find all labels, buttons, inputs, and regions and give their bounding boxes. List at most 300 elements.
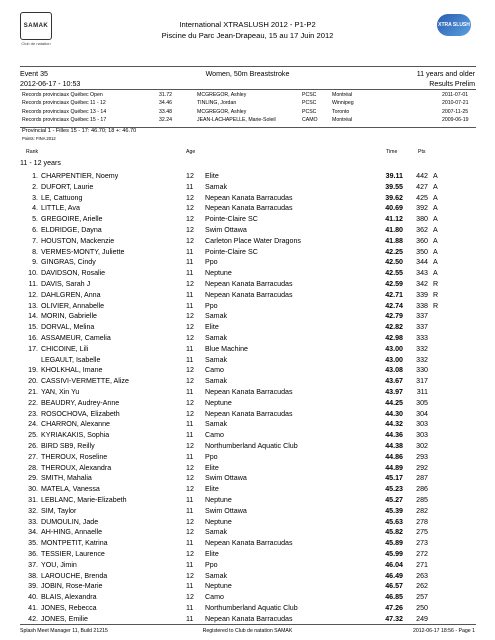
result-club: Elite [205,485,219,494]
result-name: JONES, Emilie [41,614,88,623]
result-row [0,258,495,269]
result-time: 40.69 [385,204,403,213]
result-time: 45.89 [385,539,403,548]
result-time: 46.85 [385,593,403,602]
result-name: MONTPETIT, Katrina [41,539,108,548]
result-pts: 442 [416,172,428,180]
result-pts: 249 [416,614,428,623]
header-divider [20,66,476,67]
result-row [0,302,495,313]
result-pts: 333 [416,334,428,342]
result-age: 12 [186,474,194,483]
result-row [0,582,495,593]
result-rank: 41. [28,604,38,612]
result-age: 11 [186,582,194,591]
result-age: 12 [186,280,194,288]
event-status: Results Prelim [429,80,475,88]
result-pts: 282 [416,506,428,515]
result-row [0,388,495,399]
result-name: THEROUX, Alexandra [41,463,112,472]
result-club: Camo [205,431,224,440]
result-club: Carleton Place Water Dragons [205,236,301,245]
result-pts: 427 [416,182,428,191]
result-rank: 9. [32,258,38,267]
qualifying-standard: Provincial 1 - Filles 15 - 17: 46.70; 18 +: 46.70 [22,128,137,134]
record-holder: TINLING, Jordan [197,100,237,107]
footer-divider [20,624,476,625]
result-club: Swim Ottawa [205,506,247,515]
result-time: 43.67 [385,377,403,386]
result-age: 11 [186,431,194,440]
result-pts: 332 [416,344,428,353]
record-city: Montréal [332,92,353,98]
result-pts: 338 [416,301,428,310]
record-club: PCSC [302,92,317,98]
result-flag: A [433,226,438,234]
result-time: 42.71 [385,290,403,299]
result-pts: 273 [416,539,428,548]
record-row [22,92,477,100]
result-row [0,291,495,302]
result-club: Nepean Kanata Barracudas [205,193,293,202]
result-club: Blue Machine [205,344,248,353]
result-row [0,464,495,475]
result-name: TESSIER, Laurence [41,550,105,558]
result-time: 42.50 [385,258,403,267]
result-rank: 39. [28,582,38,591]
result-name: DUMOULIN, Jade [41,517,99,526]
result-time: 47.32 [385,614,403,623]
result-row [0,572,495,583]
result-row [0,442,495,453]
result-name: ASSAMEUR, Camelia [41,334,111,342]
result-rank: 36. [28,550,38,558]
result-row [0,334,495,345]
result-time: 46.57 [385,582,403,591]
result-row [0,248,495,259]
record-label: Records provinciaux Québec 15 - 17 [22,117,107,124]
result-name: CHICOINE, Lili [41,344,89,353]
result-flag: A [433,172,438,180]
result-name: DUFORT, Laurie [41,182,94,191]
result-row [0,399,495,410]
footer-software: Splash Meet Manager 11, Build 21215 [20,628,108,634]
result-time: 39.62 [385,193,403,202]
result-pts: 392 [416,204,428,213]
result-time: 47.26 [385,604,403,612]
result-club: Samak [205,420,228,429]
result-rank: 11. [28,280,38,288]
result-time: 44.86 [385,452,403,461]
result-age: 12 [186,334,194,342]
record-row [22,109,477,117]
result-pts: 287 [416,474,428,483]
result-flag: A [433,247,438,256]
result-club: Nepean Kanata Barracudas [205,539,293,548]
result-club: Nepean Kanata Barracudas [205,614,293,623]
result-age: 11 [186,452,194,461]
result-name: THEROUX, Roseline [41,452,108,461]
result-pts: 337 [416,312,428,321]
result-pts: 271 [416,560,428,569]
result-time: 42.25 [385,247,403,256]
result-time: 39.11 [385,172,403,180]
result-time: 43.97 [385,388,403,396]
result-rank: 21. [28,388,38,396]
result-club: Samak [205,334,228,342]
record-date: 2010-07-21 [442,100,469,107]
result-rank: 6. [32,226,38,234]
result-row [0,550,495,561]
result-rank: 1. [32,172,38,180]
result-time: 44.36 [385,431,403,440]
result-club: Samak [205,182,228,191]
result-rank: 19. [28,366,38,375]
result-pts: 303 [416,431,428,440]
result-age: 11 [186,344,194,353]
result-pts: 344 [416,258,428,267]
result-pts: 362 [416,226,428,234]
result-age: 12 [186,215,194,224]
result-rank: 31. [28,496,38,504]
result-rank: 24. [28,420,38,429]
result-time: 42.82 [385,323,403,332]
result-pts: 278 [416,517,428,526]
result-club: Samak [205,312,228,321]
result-rank: 3. [32,193,38,202]
result-flag: A [433,258,438,267]
result-row [0,377,495,388]
result-row [0,366,495,377]
result-time: 46.04 [385,560,403,569]
result-time: 43.08 [385,366,403,375]
result-age: 11 [186,247,194,256]
event-divider [20,89,476,90]
result-rank: 23. [28,409,38,418]
result-rank: 10. [28,269,38,278]
col-pts: Pts [418,149,426,155]
result-club: Nepean Kanata Barracudas [205,204,293,213]
record-date: 2007-11-25 [442,108,469,115]
result-age: 11 [186,506,194,515]
result-age: 12 [186,226,194,234]
result-age: 12 [186,571,194,580]
result-name: SMITH, Mahalia [41,474,92,483]
result-time: 43.00 [385,344,403,353]
result-pts: 360 [416,236,428,245]
result-flag: A [433,193,438,202]
result-club: Nepean Kanata Barracudas [205,280,293,288]
result-pts: 317 [416,377,428,386]
result-time: 41.12 [385,215,403,224]
result-row [0,593,495,604]
result-time: 42.98 [385,334,403,342]
result-time: 44.32 [385,420,403,429]
result-rank: 8. [32,247,38,256]
result-row [0,431,495,442]
record-holder: MCGREGOR, Ashley [197,108,247,115]
record-time: 31.72 [159,92,172,98]
record-date: 2009-06-19 [442,117,469,124]
result-time: 46.49 [385,571,403,580]
result-age: 11 [186,604,194,612]
result-pts: 263 [416,571,428,580]
result-rank: 16. [28,334,38,342]
result-name: KYRIAKAKIS, Sophia [41,431,110,440]
result-flag: A [433,204,438,213]
result-club: Samak [205,355,228,364]
result-pts: 350 [416,247,428,256]
record-time: 33.48 [159,108,172,115]
result-name: LITTLE, Ava [41,204,80,213]
result-name: HOUSTON, Mackenzie [41,236,115,245]
result-row [0,485,495,496]
result-age: 12 [186,517,194,526]
result-row [0,539,495,550]
result-club: Camo [205,593,224,602]
result-rank: 37. [28,560,38,569]
result-time: 45.17 [385,474,403,483]
result-name: ROSOCHOVA, Elizabeth [41,409,120,418]
record-label: Records provinciaux Québec Open [22,92,103,98]
result-flag: R [433,290,439,299]
result-name: MATELA, Vanessa [41,485,100,494]
result-name: LAROUCHE, Brenda [41,571,108,580]
result-row [0,528,495,539]
result-pts: 337 [416,323,428,332]
meet-subtitle: Piscine du Parc Jean-Drapeau, 15 au 17 Juin 2012 [161,31,334,40]
result-age: 11 [186,496,194,504]
result-time: 45.39 [385,506,403,515]
samak-logo-mark: SAMAK [20,12,52,40]
result-rank: 33. [28,517,38,526]
result-row [0,226,495,237]
result-row [0,420,495,431]
record-time: 34.46 [159,100,172,107]
record-city: Winnipeg [332,100,354,107]
result-name: MORIN, Gabrielle [41,312,97,321]
result-rank: 25. [28,431,38,440]
result-club: Ppo [205,560,218,569]
result-club: Neptune [205,517,232,526]
result-time: 44.30 [385,409,403,418]
result-pts: 342 [416,280,428,288]
result-rank: 5. [32,215,38,224]
result-name: CHARRON, Alexanne [41,420,110,429]
col-rank: Rank [26,149,39,155]
result-row [0,507,495,518]
result-flag: R [433,301,439,310]
result-club: Nepean Kanata Barracudas [205,388,293,396]
result-pts: 330 [416,366,428,375]
result-name: OLIVIER, Annabelle [41,301,105,310]
result-club: Nepean Kanata Barracudas [205,290,293,299]
result-club: Neptune [205,496,232,504]
result-age: 12 [186,442,194,450]
result-rank: 34. [28,528,38,537]
result-age: 12 [186,312,194,321]
record-city: Montréal [332,117,353,124]
result-name: CASSIVI-VERMETTE, Alize [41,377,129,386]
result-row [0,410,495,421]
result-flag: A [433,269,438,278]
result-club: Ppo [205,452,218,461]
footer-registration: Registered to Club de natation SAMAK [202,628,293,634]
result-rank: 20. [28,377,38,386]
result-club: Neptune [205,582,232,591]
result-club: Samak [205,528,228,537]
result-age: 11 [186,290,194,299]
result-row [0,237,495,248]
result-name: BIRD SB9, Reilly [41,442,95,450]
result-time: 44.89 [385,463,403,472]
result-rank: 28. [28,463,38,472]
result-row [0,204,495,215]
result-age: 12 [186,172,194,180]
result-row [0,312,495,323]
result-club: Northumberland Aquatic Club [205,442,298,450]
col-time: Time [386,149,398,155]
result-pts: 339 [416,290,428,299]
result-rank: 13. [28,301,38,310]
result-pts: 285 [416,496,428,504]
result-club: Pointe-Claire SC [205,215,258,224]
result-age: 12 [186,485,194,494]
result-rank: 30. [28,485,38,494]
result-age: 11 [186,560,194,569]
result-pts: 293 [416,452,428,461]
event-datetime: 2012-06-17 - 10:53 [20,80,81,88]
result-time: 42.74 [385,301,403,310]
result-name: DAHLGREN, Anna [41,290,101,299]
result-name: LEBLANC, Marie-Elizabeth [41,496,127,504]
result-age: 11 [186,269,194,278]
result-time: 41.80 [385,226,403,234]
result-time: 44.38 [385,442,403,450]
result-club: Ppo [205,301,218,310]
result-row [0,496,495,507]
result-age: 11 [186,301,194,310]
result-pts: 302 [416,442,428,450]
event-number: Event 35 [20,70,49,78]
record-label: Records provinciaux Québec 13 - 14 [22,108,107,115]
result-rank: 40. [28,593,38,602]
result-rank: 35. [28,539,38,548]
result-row [0,172,495,183]
result-name: LE, Cattuong [41,193,83,202]
result-name: KHOLKHAL, Imane [41,366,103,375]
result-age: 11 [186,388,194,396]
result-age: 12 [186,204,194,213]
footer-page: 2012-06-17 18:56 - Page 1 [412,628,475,634]
result-rank: 38. [28,571,38,580]
result-pts: 311 [416,388,428,396]
result-time: 42.79 [385,312,403,321]
result-club: Elite [205,463,219,472]
result-row [0,280,495,291]
record-city: Toronto [332,108,350,115]
result-pts: 332 [416,355,428,364]
result-name: CHARPENTIER, Noemy [41,172,119,180]
result-name: ELDRIDGE, Dayna [41,226,102,234]
meet-title: International XTRASLUSH 2012 - P1-P2 [179,20,316,29]
result-rank: 15. [28,323,38,332]
result-rank: 29. [28,474,38,483]
result-time: 39.55 [385,182,403,191]
result-row [0,518,495,529]
result-name: BLAIS, Alexandra [41,593,97,602]
result-pts: 275 [416,528,428,537]
result-name: DORVAL, Melina [41,323,95,332]
col-age: Age [186,149,196,155]
record-date: 2011-07-01 [442,92,469,98]
result-age: 12 [186,398,194,407]
result-pts: 272 [416,550,428,558]
event-age-group: 11 years and older [416,70,475,78]
result-pts: 305 [416,398,428,407]
result-pts: 262 [416,582,428,591]
result-name: JONES, Rebecca [41,604,97,612]
record-row [22,117,477,125]
samak-logo-subtitle: Club de natation [21,41,51,46]
result-time: 45.27 [385,496,403,504]
result-pts: 286 [416,485,428,494]
result-name: DAVIDSON, Rosalie [41,269,106,278]
result-time: 43.00 [385,355,403,364]
result-row [0,323,495,334]
result-time: 42.55 [385,269,403,278]
result-row [0,561,495,572]
event-name: Women, 50m Breaststroke [205,70,290,78]
result-age: 11 [186,420,194,429]
result-rank: 17. [28,344,38,353]
samak-logo [20,12,54,46]
result-name: DAVIS, Sarah J [41,280,91,288]
result-rank: 22. [28,398,38,407]
result-name: AH-HING, Annaelle [41,528,103,537]
result-age: 11 [186,539,194,548]
result-pts: 257 [416,593,428,602]
record-time: 32.24 [159,117,172,124]
result-age: 12 [186,366,194,375]
record-holder: JEAN-LACHAPELLE, Marie-Soleil [197,117,276,124]
result-club: Elite [205,323,219,332]
result-pts: 250 [416,604,428,612]
result-row [0,183,495,194]
result-age: 12 [186,323,194,332]
result-rank: 26. [28,442,38,450]
record-club: CAMO [302,117,318,124]
result-club: Swim Ottawa [205,474,247,483]
age-group-label: 11 - 12 years [20,159,61,167]
result-club: Neptune [205,269,232,278]
result-club: Ppo [205,258,218,267]
record-row [22,100,477,108]
result-club: Neptune [205,398,232,407]
result-time: 45.99 [385,550,403,558]
result-time: 45.82 [385,528,403,537]
result-time: 41.88 [385,236,403,245]
record-club: PCSC [302,100,317,107]
result-flag: A [433,215,438,224]
result-age: 11 [186,355,194,364]
result-age: 12 [186,377,194,386]
result-club: Samak [205,571,228,580]
result-age: 11 [186,614,194,623]
result-club: Pointe-Claire SC [205,247,258,256]
result-rank: 32. [28,506,38,515]
result-age: 11 [186,182,194,191]
